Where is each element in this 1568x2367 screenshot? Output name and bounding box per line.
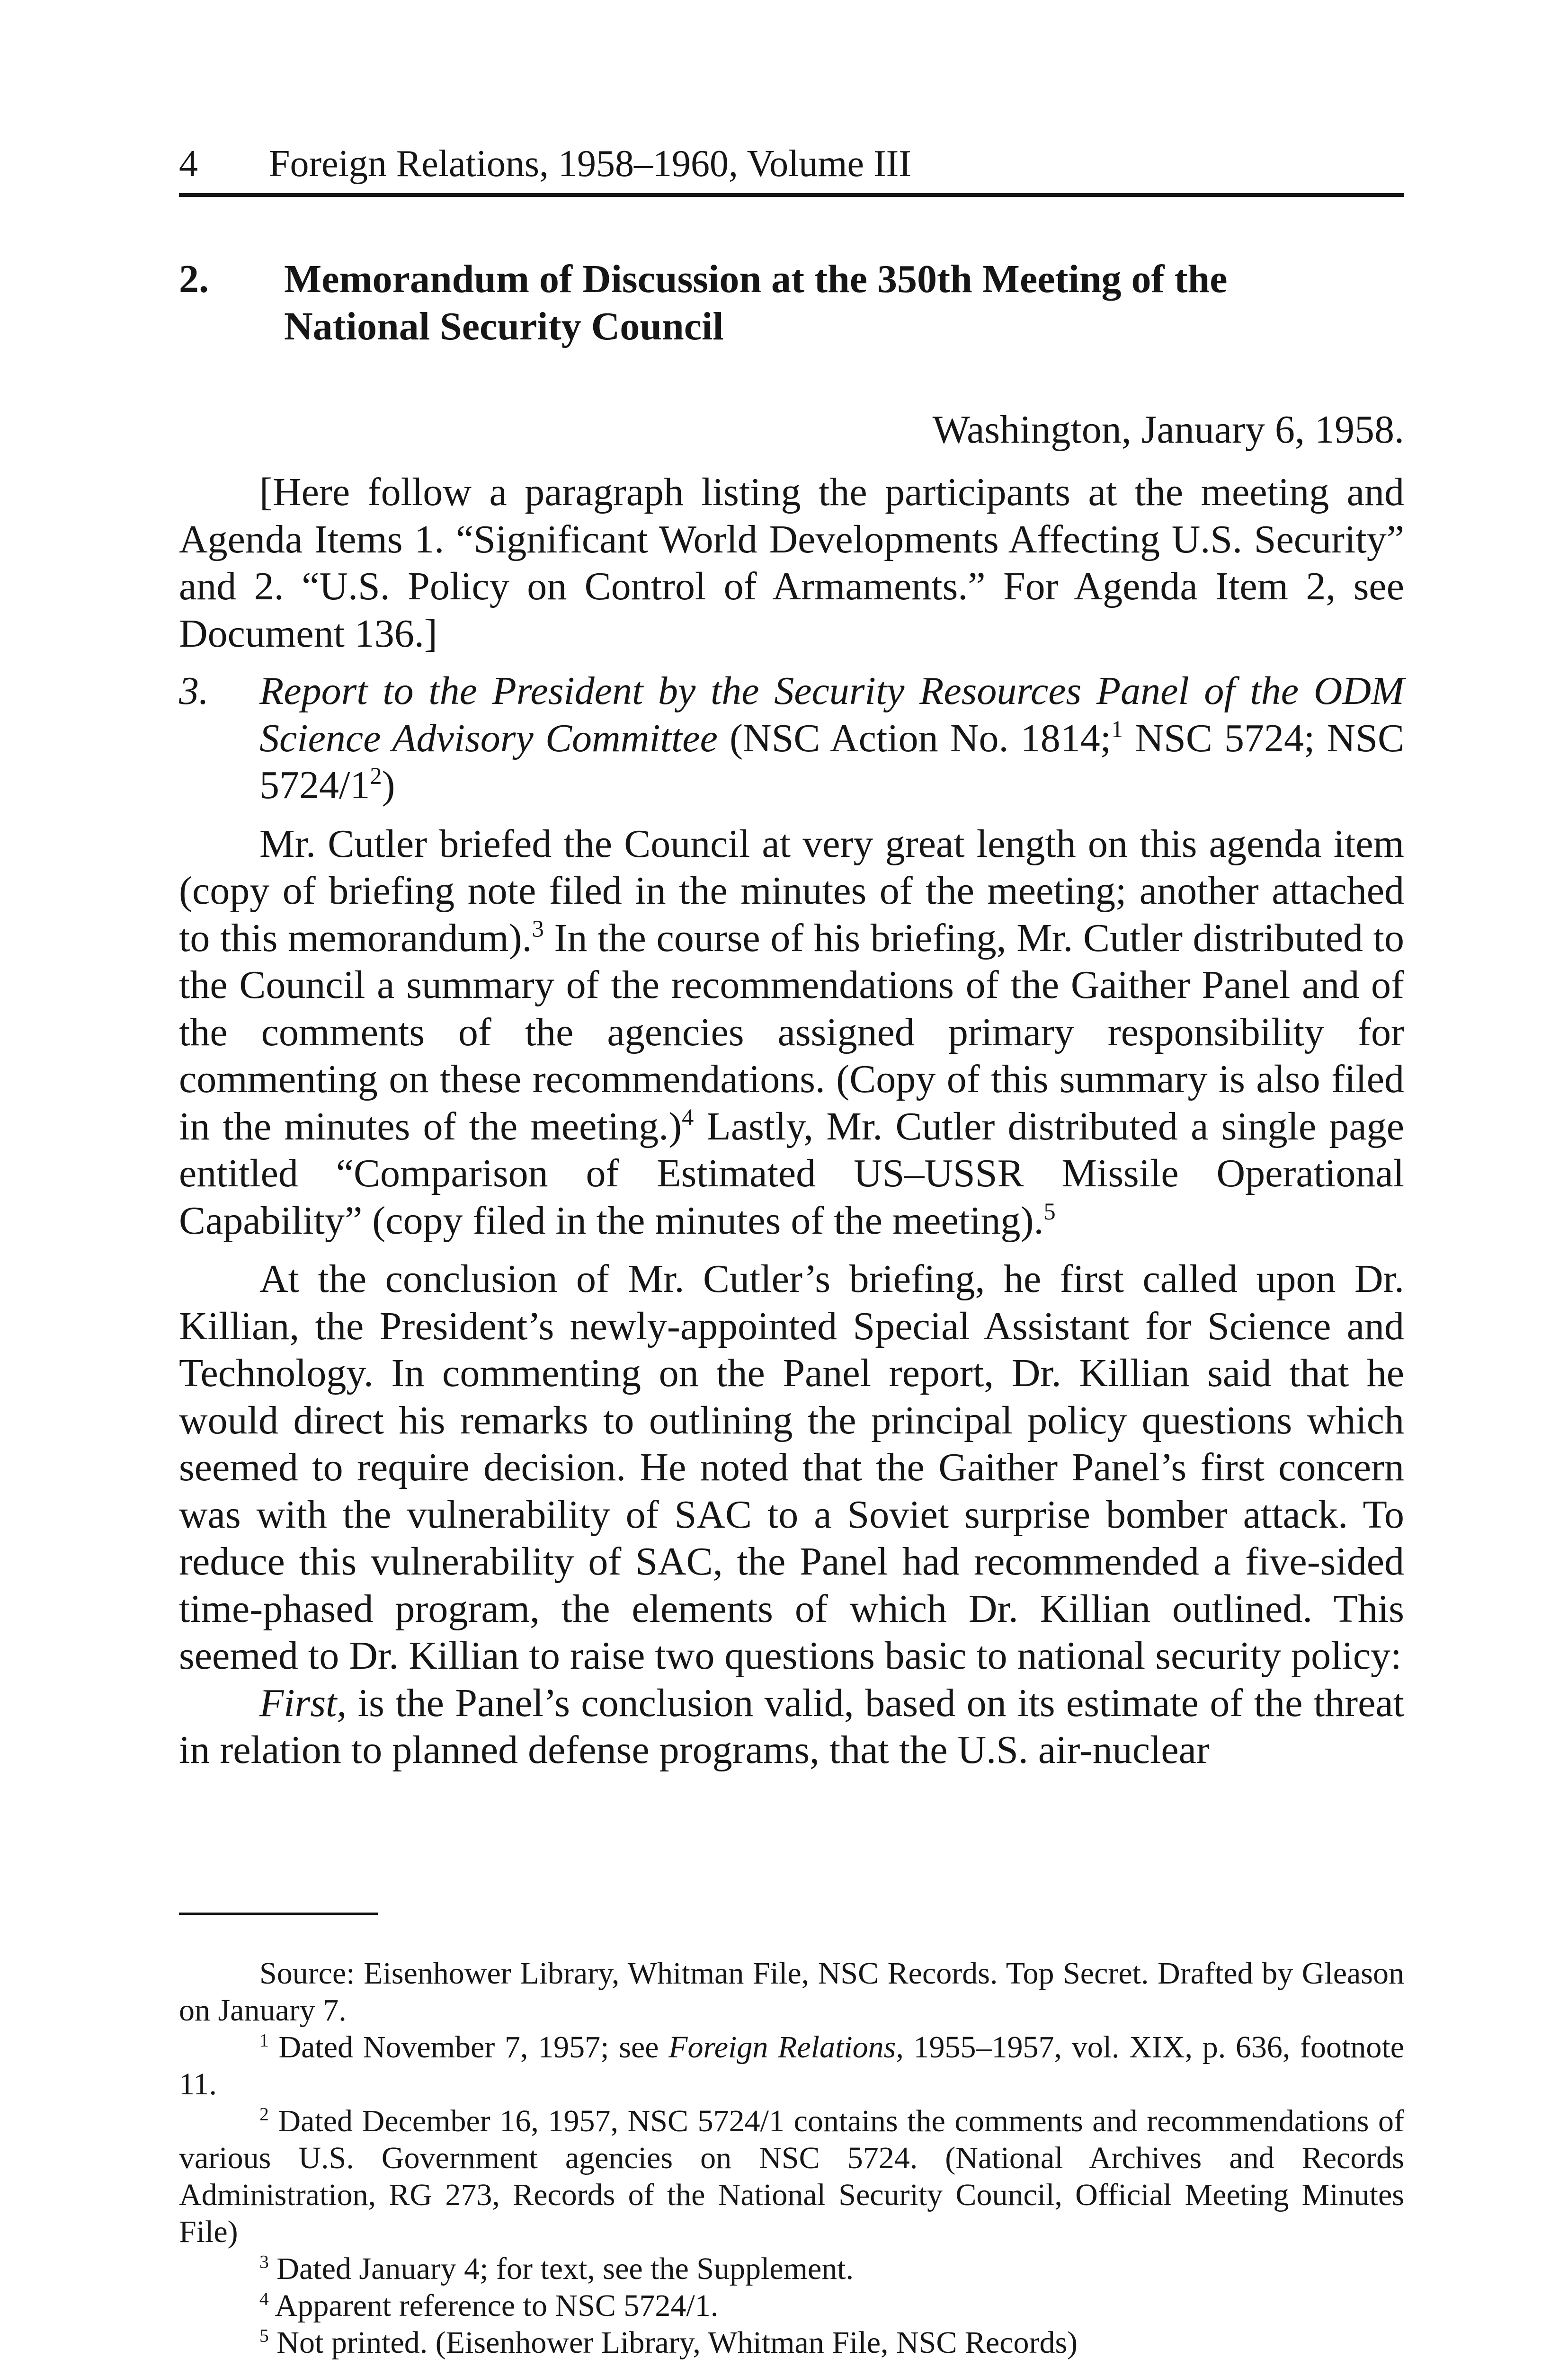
footnote-text: Dated November 7, 1957; see: [268, 2030, 669, 2064]
document-number: 2.: [179, 257, 209, 301]
document-title: Memorandum of Discussion at the 350th Meeting of the National Security Council: [284, 257, 1228, 348]
paragraph-text: Lastly, Mr. Cutler distributed a single page entitled “Comparison of Estimated US–USSR Missile Operational Capability” (copy filed in the minutes of the meeting).: [179, 1104, 1405, 1243]
page-number: 4: [179, 143, 198, 185]
footnote-rule: [179, 1913, 378, 1915]
paragraph-text: Mr. Cutler briefed the Council at very great length on this agenda item (copy of briefing note filed in the minutes of the meeting; another attached to this memorandum).: [179, 821, 1404, 960]
agenda-item-3: [179, 667, 1404, 809]
footnote-ref-3: 3: [532, 915, 544, 942]
body-text: [179, 469, 1404, 1774]
source-note: Source: Eisenhower Library, Whitman File, NSC Records. Top Secret. Drafted by Gleason on January 7.: [179, 1956, 1404, 2028]
footnote-mark: 5: [259, 2325, 269, 2346]
page: [179, 0, 1404, 2367]
agenda-item-ref-a: (NSC Action No. 1814;: [730, 716, 1112, 760]
footnote-text: Dated December 16, 1957, NSC 5724/1 contains the comments and recommendations of various U.S. Government agencies on NSC 5724. (National Archives and Records Administration, RG 273, Records of the National Security Council, Official Meeting Minutes File): [179, 2104, 1404, 2249]
agenda-item-ref-b: NSC 5724; NSC 5724/1: [259, 716, 1404, 807]
footnote-3: [179, 2251, 1404, 2287]
paragraph-text: is the Panel’s conclusion valid, based on its estimate of the threat in relation to planned defense programs, that the U.S. air-nuclear: [179, 1681, 1404, 1772]
footnote-1: [179, 2029, 1404, 2103]
footnote-5: [179, 2324, 1404, 2361]
first-question-paragraph: [179, 1680, 1404, 1774]
footnote-text: Dated January 4; for text, see the Supplement.: [268, 2251, 854, 2286]
agenda-item-number: 3.: [179, 669, 209, 713]
footnote-ref-4: 4: [682, 1103, 694, 1130]
running-head: [179, 140, 1404, 187]
editorial-note-paragraph: [Here follow a paragraph listing the participants at the meeting and Agenda Items 1. “Significant World Developments Affecting U.S. Security” and 2. “U.S. Policy on Control of Armaments.” For Agenda Item 2, see Document 136.]: [179, 470, 1404, 656]
agenda-item-title: Report to the President by the Security Resources Panel of the ODM Science Advisory Committee: [259, 669, 1404, 760]
killian-paragraph: At the conclusion of Mr. Cutler’s briefing, he first called upon Dr. Killian, the President’s newly-appointed Special Assistant for Science and Technology. In commenting on the Panel report, Dr. Killian said that he would direct his remarks to outlining the principal policy questions which seemed to require decision. He noted that the Gaither Panel’s first concern was with the vulnerability of SAC to a Soviet surprise bomber attack. To reduce this vulnerability of SAC, the Panel had recommended a five-sided time-phased program, the elements of which Dr. Killian outlined. This seemed to Dr. Killian to raise two questions basic to national security policy:: [179, 1257, 1404, 1678]
footnote-mark: 3: [259, 2251, 269, 2272]
paragraph-text: In the course of his briefing, Mr. Cutler distributed to the Council a summary of the recommendations of the Gaither Panel and of the comments of the agencies assigned primary responsibility for commenting on these recommendations. (Copy of this summary is also filed in the minutes of the meeting.): [179, 916, 1404, 1148]
first-label: First,: [259, 1681, 347, 1725]
cutler-briefing-paragraph: [179, 820, 1404, 1245]
footnote-text: Not printed. (Eisenhower Library, Whitman File, NSC Records): [268, 2325, 1078, 2360]
footnote-ref-5: 5: [1043, 1198, 1056, 1225]
footnotes: [179, 1955, 1404, 2361]
running-head-title: Foreign Relations, 1958–1960, Volume III: [269, 143, 911, 185]
footnote-ref-2: 2: [370, 762, 382, 789]
footnote-mark: 2: [259, 2103, 269, 2125]
document-heading: [179, 256, 1404, 350]
footnote-mark: 4: [259, 2288, 269, 2309]
footnote-text: Apparent reference to NSC 5724/1.: [268, 2288, 719, 2323]
footnote-italic: Foreign Relations,: [668, 2030, 904, 2064]
header-rule: [179, 193, 1404, 197]
footnote-4: [179, 2287, 1404, 2324]
agenda-item-ref-c: ): [382, 763, 395, 807]
footnote-2: [179, 2103, 1404, 2251]
footnote-ref-1: 1: [1111, 715, 1123, 742]
footnote-text: 1955–1957, vol. XIX, p. 636, footnote 11.: [179, 2030, 1404, 2101]
place-date: Washington, January 6, 1958.: [932, 408, 1404, 452]
footnote-mark: 1: [259, 2029, 269, 2051]
